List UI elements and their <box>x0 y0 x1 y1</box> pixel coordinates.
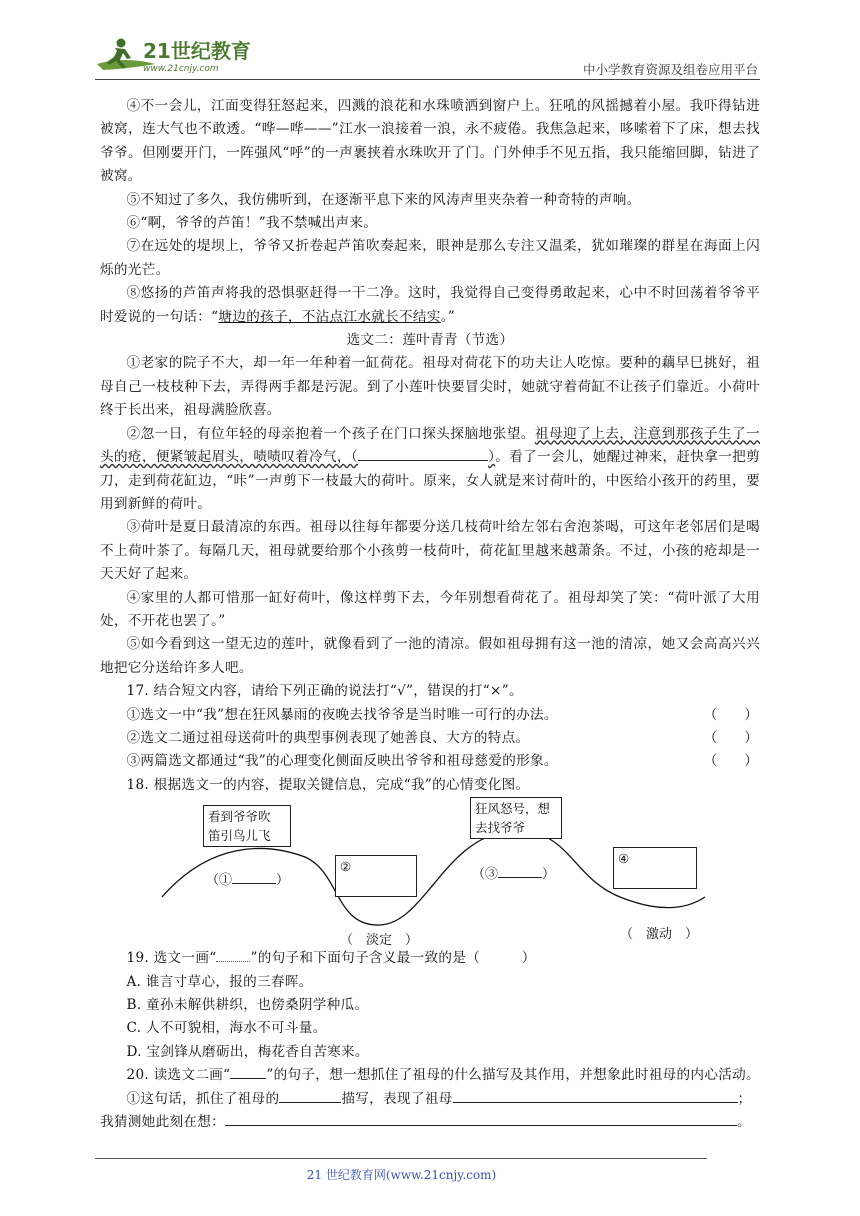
logo-21cnjy <box>95 34 265 76</box>
passage1-p6: ⑥“啊，爷爷的芦笛！”我不禁喊出声来。 <box>126 215 378 232</box>
q17-item-3: ③两篇选文都通过“我”的心理变化侧面反映出爷爷和祖母慈爱的形象。 （ ） <box>100 750 760 773</box>
mood-slot-2[interactable]: ② <box>335 855 417 897</box>
q19-option-b[interactable]: B. 童孙未解供耕织，也傍桑阴学种瓜。 <box>126 997 369 1013</box>
answer-paren[interactable]: （ ） <box>703 753 758 770</box>
underlined-sentence: 祖母迎了上去，注意到那孩子生了一头的疮，便紧皱起眉头，啧啧叹着冷气，（ ） <box>100 425 760 466</box>
label-calm: （ 淡定 ） <box>340 933 419 949</box>
dotted-line-mark <box>216 949 250 962</box>
mood-slot-4[interactable]: ④ <box>613 847 697 889</box>
passage2-p5: ⑤如今看到这一望无边的莲叶，就像看到了一池的清凉。假如祖母拥有这一池的清凉，她又会高高兴兴地把它分送给许多人吧。 <box>100 636 760 676</box>
mood-box-1: 看到爷爷吹 笛引鸟儿飞 <box>203 805 291 847</box>
mood-box-3: 狂风怒号，想 去找爷爷 <box>470 797 562 839</box>
answer-blank-effect[interactable] <box>453 1088 738 1103</box>
mood-change-diagram <box>100 797 760 947</box>
document-body <box>100 95 760 1134</box>
q19-option-d[interactable]: D. 宝剑锋从磨砺出，梅花香自苦寒来。 <box>126 1043 369 1060</box>
passage2-p3: ③荷叶是夏日最清凉的东西。祖母以往每年都要分送几枝荷叶给左邻右舍泡茶喝，可这年老邻居们是喝不上荷叶茶了。每隔几天，祖母就要给那个小孩剪一枝荷叶，荷花缸里越来越萧条。不过，小孩的疮却是一天天好了起来。 <box>100 519 760 583</box>
passage1-p4: ④不一会儿，江面变得狂怒起来，四溅的浪花和水珠喷洒到窗户上。狂吼的风摇撼着小屋。我吓得钻进被窝，连大气也不敢透。“哗—哗——”江水一浪接着一浪，永不疲倦。我焦急起来，哆嗦着下了床，想去找爷爷。但刚要开门，一阵强风“呼”的一声裹挟着水珠吹开了门。门外伸手不见五指，我只能缩回脚，钻进了被窝。 <box>100 98 760 185</box>
answer-blank-thought[interactable] <box>225 1111 737 1126</box>
footer-link[interactable]: 21 世纪教育网(www.21cnjy.com) <box>306 1168 497 1182</box>
passage1-p8: ⑧悠扬的芦笛声将我的恐惧驱赶得一干二净。这时，我觉得自己变得勇敢起来，心中不时回荡着爷爷平时爱说的一句话：“塘边的孩子，不沾点江水就长不结实。” <box>100 285 760 325</box>
q17-item-2: ②选文二通过祖母送荷叶的典型事例表现了她善良、大方的特点。 （ ） <box>100 727 760 750</box>
label-excited: （ 激动 ） <box>620 927 699 943</box>
q17-stem: 17. 结合短文内容，请给下列正确的说法打“√”，错误的打“×”。 <box>126 683 523 700</box>
header-divider <box>95 79 760 80</box>
svg-text:21世纪教育: 21世纪教育 <box>143 39 251 63</box>
solid-line-mark <box>230 1065 266 1080</box>
platform-name: 中小学教育资源及组卷应用平台 <box>582 62 758 77</box>
answer-blank-description[interactable] <box>279 1088 341 1103</box>
q20-line-1: ①这句话，抓住了祖母的 描写，表现了祖母 ； <box>100 1088 760 1111</box>
mood-slot-1[interactable]: （① ） <box>206 869 289 888</box>
answer-blank[interactable] <box>358 447 488 462</box>
passage2-p1: ①老家的院子不大，却一年一年种着一缸荷花。祖母对荷花下的功夫让人吃惊。要种的藕早巳挑好，祖母自己一枝枝种下去，弄得两手都是污泥。到了小莲叶快要冒尖时，她就守着荷缸不让孩子们靠近。小荷叶终于长出来，祖母满脸欣喜。 <box>100 355 760 419</box>
footer-divider <box>95 1158 707 1159</box>
q20-stem: 20. 读选文二画“ ”的句子，想一想抓住了祖母的什么描写及其作用，并想象此时祖母的内心活动。 <box>100 1064 760 1087</box>
q18-stem: 18. 根据选文一的内容，提取关键信息，完成“我”的心情变化图。 <box>126 776 530 793</box>
passage2-p4: ④家里的人都可惜那一缸好荷叶，像这样剪下去，今年别想看荷花了。祖母却笑了笑：“荷叶派了大用处，不开花也罢了。” <box>100 589 760 629</box>
q17-item-1: ①选文一中“我”想在狂风暴雨的夜晚去找爷爷是当时唯一可行的办法。 （ ） <box>100 704 760 727</box>
page-header <box>95 30 760 80</box>
mood-slot-3[interactable]: （③ ） <box>472 863 555 882</box>
passage1-p7: ⑦在远处的堤坝上，爷爷又折卷起芦笛吹奏起来，眼神是那么专注又温柔，犹如璀璨的群星在海面上闪烁的光芒。 <box>100 238 760 278</box>
passage1-p5: ⑤不知过了多久，我仿佛听到，在逐渐平息下来的风涛声里夹杂着一种奇特的声响。 <box>126 191 641 208</box>
answer-paren[interactable]: （ ） <box>703 729 758 746</box>
q19-option-c[interactable]: C. 人不可貌相，海水不可斗量。 <box>126 1020 327 1037</box>
q19-option-a[interactable]: A. 谁言寸草心，报的三春晖。 <box>126 973 313 990</box>
passage2-title: 选文二：莲叶青青（节选） <box>346 332 514 349</box>
svg-text:www.21cnjy.com: www.21cnjy.com <box>143 64 219 74</box>
q20-line-2: 我猜测她此刻在想： 。 <box>100 1111 760 1134</box>
passage2-p2: ②忽一日，有位年轻的母亲抱着一个孩子在门口探头探脑地张望。祖母迎了上去，注意到那孩子生了一头的疮，便紧皱起眉头，啧啧叹着冷气，（ ）。看了一会儿，她醒过神来，赶快拿一把剪刀，走到荷花缸边，“咔”一声剪下一枝最大的荷叶。原来，女人就是来讨荷叶的，中医给小孩开的药里，要用到新鲜的荷叶。 <box>100 425 760 512</box>
wavy-underlined-quote: 塘边的孩子，不沾点江水就长不结实 <box>218 308 441 325</box>
answer-paren[interactable]: （ ） <box>703 706 758 723</box>
q19-stem: 19. 选文一画“ ”的句子和下面句子含义最一致的是（ ） <box>126 950 536 967</box>
